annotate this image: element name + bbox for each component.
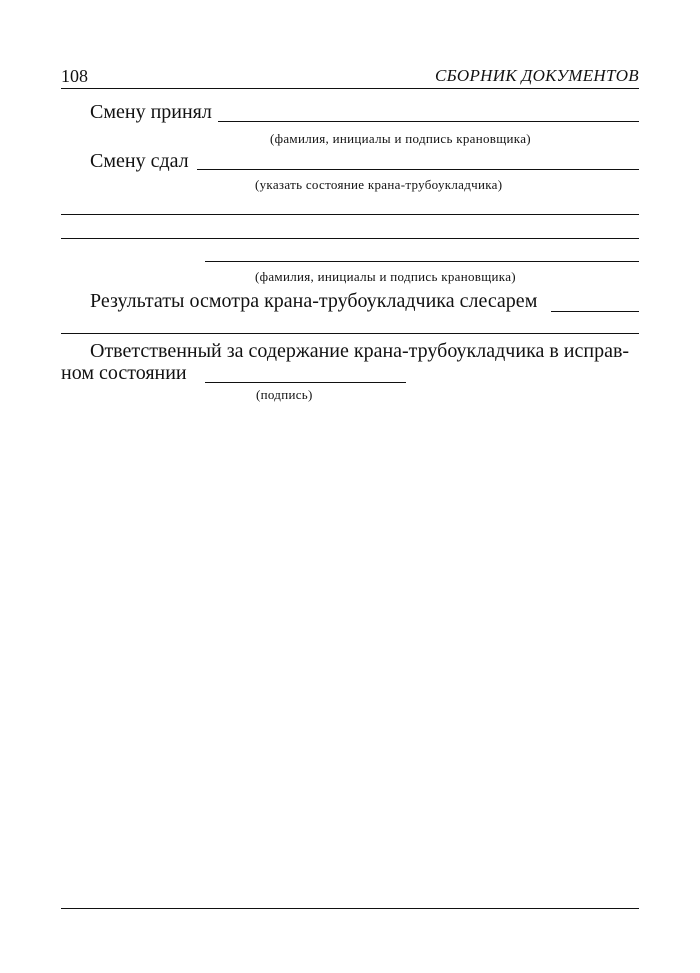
shift-accepted-line[interactable] [218, 121, 639, 122]
shift-accepted-label: Смену принял [90, 101, 212, 123]
running-title: СБОРНИК ДОКУМЕНТОВ [434, 66, 639, 85]
handed-signature-caption: (фамилия, инициалы и подпись крановщика) [255, 269, 516, 284]
responsible-text-line2: ном состоянии [61, 362, 187, 384]
shift-handed-label: Смену сдал [90, 150, 189, 172]
footer-rule [61, 908, 639, 909]
responsible-text-line1: Ответственный за содержание крана-трубоукладчика в исправ- [90, 340, 630, 362]
inspection-line-2[interactable] [61, 333, 639, 334]
inspection-label: Результаты осмотра крана-трубоукладчика слесарем [90, 290, 538, 312]
handed-signature-line[interactable] [205, 261, 639, 262]
shift-handed-caption: (указать состояние крана-трубоукладчика) [255, 177, 503, 192]
shift-accepted-caption: (фамилия, инициалы и подпись крановщика) [270, 131, 531, 146]
shift-handed-line[interactable] [197, 169, 639, 170]
responsible-signature-line[interactable] [205, 382, 406, 383]
blank-line-2[interactable] [61, 238, 639, 239]
blank-line-1[interactable] [61, 214, 639, 215]
header-rule [61, 88, 639, 89]
inspection-line[interactable] [551, 311, 639, 312]
page-number: 108 [61, 66, 88, 86]
signature-caption: (подпись) [256, 387, 313, 402]
